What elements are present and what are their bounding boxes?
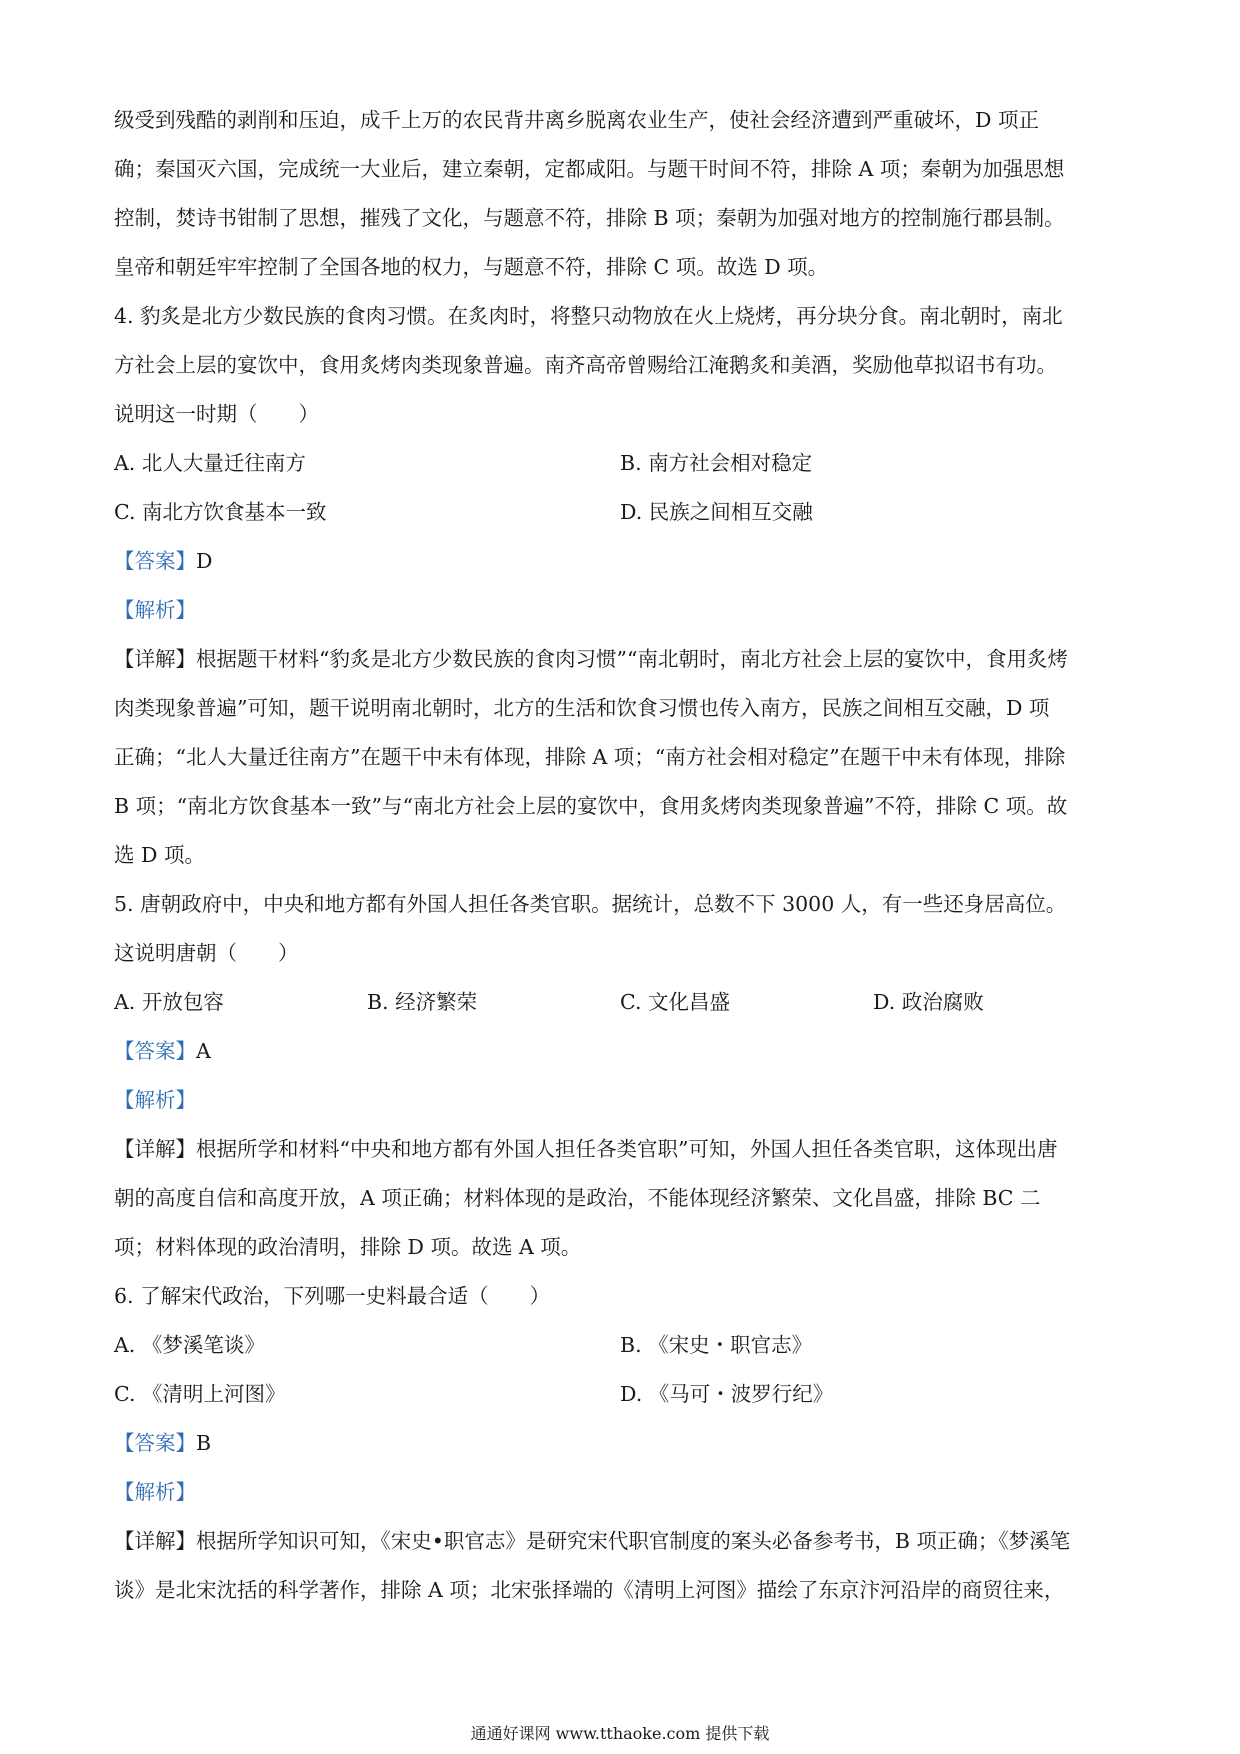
option-a: A. 《梦溪笔谈》	[114, 1333, 265, 1357]
analysis-label: 【解析】	[114, 1480, 196, 1504]
question-5-options-row	[114, 978, 1126, 1027]
text-line: 4. 豹炙是北方少数民族的食肉习惯。在炙肉时，将整只动物放在火上烧烤，再分块分食。南北朝时，南北	[114, 304, 1063, 328]
option-b: B. 《宋史・职官志》	[620, 1333, 813, 1357]
text-line: 5. 唐朝政府中，中央和地方都有外国人担任各类官职。据统计，总数不下 3000 人，有一些还身居高位。	[114, 892, 1067, 916]
answer-value: D	[196, 549, 213, 573]
text-line: 选 D 项。	[114, 843, 205, 867]
option-a: A. 北人大量迁往南方	[114, 451, 306, 475]
text-line: 肉类现象普遍”可知，题干说明南北朝时，北方的生活和饮食习惯也传入南方，民族之间相互交融，D 项	[114, 696, 1050, 720]
option-b: B. 南方社会相对稳定	[620, 451, 813, 475]
previous-detail-continuation	[114, 96, 1126, 292]
question-4-stem	[114, 292, 1126, 439]
detail-text: 根据所学和材料“中央和地方都有外国人担任各类官职”可知，外国人担任各类官职，这体现出唐	[196, 1137, 1058, 1161]
detail-label: 【详解】	[114, 1529, 196, 1553]
text-line: 控制，焚诗书钳制了思想，摧残了文化，与题意不符，排除 B 项；秦朝为加强对地方的控制施行郡县制。	[114, 206, 1065, 230]
question-4-detail	[114, 635, 1126, 880]
question-4-answer	[114, 537, 1126, 586]
question-4-analysis-heading	[114, 586, 1126, 635]
option-d: D. 《马可・波罗行纪》	[620, 1382, 834, 1406]
option-d: D. 民族之间相互交融	[620, 500, 813, 524]
question-6-options-row-1	[114, 1321, 1126, 1370]
question-6-stem	[114, 1272, 1126, 1321]
question-5-detail	[114, 1125, 1126, 1272]
detail-text: 根据题干材料“豹炙是北方少数民族的食肉习惯”“南北朝时，南北方社会上层的宴饮中，食用炙烤	[196, 647, 1068, 671]
detail-label: 【详解】	[114, 647, 196, 671]
question-5-stem	[114, 880, 1126, 978]
text-line: 级受到残酷的剥削和压迫，成千上万的农民背井离乡脱离农业生产，使社会经济遭到严重破坏，D 项正	[114, 108, 1039, 132]
text-line: 正确；“北人大量迁往南方”在题干中未有体现，排除 A 项；“南方社会相对稳定”在题干中未有体现，排除	[114, 745, 1066, 769]
detail-label: 【详解】	[114, 1137, 196, 1161]
text-line: 朝的高度自信和高度开放，A 项正确；材料体现的是政治，不能体现经济繁荣、文化昌盛，排除 BC 二	[114, 1186, 1041, 1210]
option-d: D. 政治腐败	[873, 990, 984, 1014]
answer-label: 【答案】	[114, 549, 196, 573]
answer-value: B	[196, 1431, 212, 1455]
analysis-label: 【解析】	[114, 1088, 196, 1112]
detail-text: 根据所学知识可知，《宋史•职官志》是研究宋代职官制度的案头必备参考书，B 项正确；《梦溪笔	[196, 1529, 1071, 1553]
question-5-answer	[114, 1027, 1126, 1076]
question-5-analysis-heading	[114, 1076, 1126, 1125]
option-b: B. 经济繁荣	[367, 990, 478, 1014]
text-line: 皇帝和朝廷牢牢控制了全国各地的权力，与题意不符，排除 C 项。故选 D 项。	[114, 255, 829, 279]
page-content	[114, 96, 1126, 1615]
question-6-analysis-heading	[114, 1468, 1126, 1517]
text-line: 项；材料体现的政治清明，排除 D 项。故选 A 项。	[114, 1235, 582, 1259]
text-line: 确；秦国灭六国，完成统一大业后，建立秦朝，定都咸阳。与题干时间不符，排除 A 项；秦朝为加强思想	[114, 157, 1065, 181]
option-c: C. 《清明上河图》	[114, 1382, 286, 1406]
text-line	[114, 1517, 1126, 1566]
question-6-answer	[114, 1419, 1126, 1468]
option-c: C. 南北方饮食基本一致	[114, 500, 327, 524]
text-line: B 项；“南北方饮食基本一致”与“南北方社会上层的宴饮中，食用炙烤肉类现象普遍”不符，排除 C 项。故	[114, 794, 1068, 818]
text-line: 说明这一时期（ ）	[114, 402, 319, 426]
answer-label: 【答案】	[114, 1431, 196, 1455]
question-4-options-row-2	[114, 488, 1126, 537]
text-line: 这说明唐朝（ ）	[114, 941, 299, 965]
page-footer: 通通好课网 www.tthaoke.com 提供下载	[470, 1724, 770, 1743]
text-line: 方社会上层的宴饮中，食用炙烤肉类现象普遍。南齐高帝曾赐给江淹鹅炙和美酒，奖励他草拟诏书有功。	[114, 353, 1057, 377]
analysis-label: 【解析】	[114, 598, 196, 622]
option-c: C. 文化昌盛	[620, 990, 730, 1014]
text-line: 6. 了解宋代政治，下列哪一史料最合适（ ）	[114, 1284, 551, 1308]
text-line	[114, 635, 1126, 684]
question-4-options-row-1	[114, 439, 1126, 488]
text-line	[114, 1125, 1126, 1174]
option-a: A. 开放包容	[114, 990, 224, 1014]
answer-value: A	[196, 1039, 211, 1063]
answer-label: 【答案】	[114, 1039, 196, 1063]
question-6-detail	[114, 1517, 1126, 1615]
text-line: 谈》是北宋沈括的科学著作，排除 A 项；北宋张择端的《清明上河图》描绘了东京汴河沿岸的商贸往来，	[114, 1578, 1065, 1602]
question-6-options-row-2	[114, 1370, 1126, 1419]
